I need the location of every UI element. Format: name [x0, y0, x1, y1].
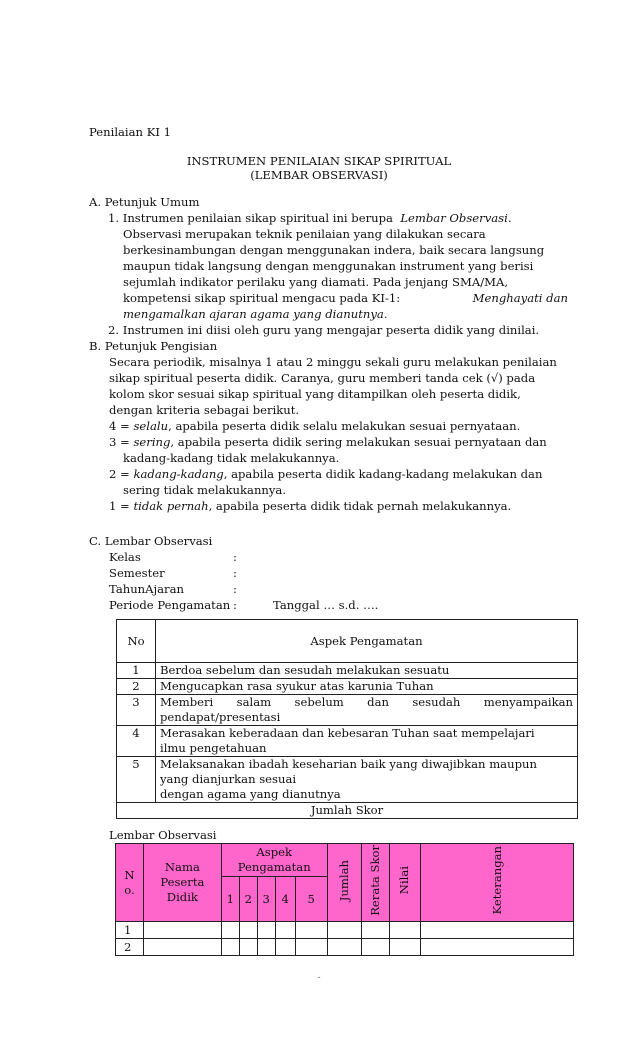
- score-cell[interactable]: [257, 939, 275, 956]
- column-header-aspect: Aspek Pengamatan: [221, 844, 327, 877]
- field-label: Semester: [109, 566, 165, 580]
- section-a-item1-line: sejumlah indikator perilaku yang diamati. Pada jenjang SMA/MA,: [123, 275, 509, 289]
- score-cell[interactable]: [295, 939, 327, 956]
- table-row: [117, 663, 578, 679]
- field-label: Kelas: [109, 550, 141, 564]
- grade-cell[interactable]: [389, 922, 421, 939]
- section-a-item1-line: Observasi merupakan teknik penilaian yang dilakukan secara: [123, 227, 486, 241]
- row-aspect: Berdoa sebelum dan sesudah melakukan sesuatu: [156, 663, 578, 679]
- criteria-item: 1 = tidak pernah, apabila peserta didik tidak pernah melakukannya.: [109, 499, 512, 513]
- aspect-number: 4: [275, 877, 295, 922]
- grade-cell[interactable]: [389, 939, 421, 956]
- table-row: [116, 939, 574, 956]
- table-row: [116, 922, 574, 939]
- section-b-paragraph-line: sikap spiritual peserta didik. Caranya, guru memberi tanda cek (√) pada: [109, 371, 536, 385]
- field-colon: :: [233, 598, 237, 612]
- column-header-notes: Keterangan: [421, 844, 574, 922]
- field-colon: :: [233, 566, 237, 580]
- observation-sheet-label: Lembar Observasi: [109, 828, 217, 842]
- score-cell[interactable]: [275, 939, 295, 956]
- average-cell[interactable]: [361, 922, 389, 939]
- table-row: [117, 726, 578, 757]
- aspect-number: 1: [221, 877, 239, 922]
- criteria-item-continuation: sering tidak melakukannya.: [123, 483, 287, 497]
- row-aspect: Merasakan keberadaan dan kebesaran Tuhan saat mempelajari ilmu pengetahuan: [156, 726, 578, 757]
- section-c-heading: C. Lembar Observasi: [89, 534, 213, 548]
- observation-header-row: [116, 844, 574, 877]
- section-a-heading: A. Petunjuk Umum: [89, 195, 200, 209]
- column-header-student-name: Nama Peserta Didik: [143, 844, 221, 922]
- criteria-item-continuation: kadang-kadang tidak melakukannya.: [123, 451, 340, 465]
- field-colon: :: [233, 550, 237, 564]
- field-label: TahunAjaran: [109, 582, 184, 596]
- table-header-row: [117, 620, 578, 663]
- average-cell[interactable]: [361, 939, 389, 956]
- score-cell[interactable]: [295, 922, 327, 939]
- row-aspect: Mengucapkan rasa syukur atas karunia Tuhan: [156, 679, 578, 695]
- field-label: Periode Pengamatan: [109, 598, 231, 612]
- student-name-cell[interactable]: [143, 939, 221, 956]
- column-header-average: Rerata Skor: [361, 844, 389, 922]
- table-row: [117, 695, 578, 726]
- score-cell[interactable]: [257, 922, 275, 939]
- row-number: 2: [116, 939, 144, 956]
- aspect-number: 5: [295, 877, 327, 922]
- criteria-item: 3 = sering, apabila peserta didik sering melakukan sesuai pernyataan dan: [109, 435, 547, 449]
- section-a-item1-line: kompetensi sikap spiritual mengacu pada KI-1: Menghayati dan: [123, 291, 568, 305]
- criteria-item: 2 = kadang-kadang, apabila peserta didik kadang-kadang melakukan dan: [109, 467, 543, 481]
- section-b-paragraph-line: Secara periodik, misalnya 1 atau 2 minggu sekali guru melakukan penilaian: [109, 355, 557, 369]
- row-aspect: Memberi salam sebelum dan sesudah menyampaikan pendapat/presentasi: [156, 695, 578, 726]
- row-number: 2: [117, 679, 156, 695]
- section-b-heading: B. Petunjuk Pengisian: [89, 339, 218, 353]
- page-mark: -: [317, 973, 321, 983]
- aspect-number: 2: [239, 877, 257, 922]
- aspect-table: [116, 619, 578, 819]
- criteria-item: 4 = selalu, apabila peserta didik selalu melakukan sesuai pernyataan.: [109, 419, 521, 433]
- table-row: [117, 757, 578, 803]
- document-title: INSTRUMEN PENILAIAN SIKAP SPIRITUAL: [186, 154, 452, 168]
- section-label: Penilaian KI 1: [89, 125, 172, 139]
- notes-cell[interactable]: [421, 939, 574, 956]
- row-number: 5: [117, 757, 156, 803]
- column-header-no: No: [117, 620, 156, 663]
- score-cell[interactable]: [239, 939, 257, 956]
- section-a-item1-line: berkesinambungan dengan menggunakan indera, baik secara langsung: [123, 243, 545, 257]
- table-row: [117, 679, 578, 695]
- field-value: Tanggal … s.d. ….: [273, 598, 379, 612]
- row-number: 1: [117, 663, 156, 679]
- row-number: 4: [117, 726, 156, 757]
- column-header-total: Jumlah: [327, 844, 361, 922]
- section-a-item1-line: maupun tidak langsung dengan menggunakan instrument yang berisi: [123, 259, 534, 273]
- row-number: 3: [117, 695, 156, 726]
- score-cell[interactable]: [275, 922, 295, 939]
- score-cell[interactable]: [221, 939, 239, 956]
- column-header-no: N o.: [116, 844, 144, 922]
- section-a-item2: 2. Instrumen ini diisi oleh guru yang mengajar peserta didik yang dinilai.: [108, 323, 540, 337]
- column-header-grade: Nilai: [389, 844, 421, 922]
- total-cell[interactable]: [327, 922, 361, 939]
- document-subtitle: (LEMBAR OBSERVASI): [250, 168, 388, 182]
- aspect-number: 3: [257, 877, 275, 922]
- row-aspect: Melaksanakan ibadah keseharian baik yang diwajibkan maupun yang dianjurkan sesuai dengan agama yang dianutnya: [156, 757, 578, 803]
- table-footer-row: [117, 803, 578, 819]
- notes-cell[interactable]: [421, 922, 574, 939]
- observation-table: [115, 843, 574, 956]
- total-score-label: Jumlah Skor: [117, 803, 578, 819]
- row-number: 1: [116, 922, 144, 939]
- section-b-paragraph-line: kolom skor sesuai sikap spiritual yang ditampilkan oleh peserta didik,: [109, 387, 521, 401]
- section-a-item1-line: 1. Instrumen penilaian sikap spiritual ini berupa Lembar Observasi.: [108, 211, 512, 225]
- score-cell[interactable]: [221, 922, 239, 939]
- score-cell[interactable]: [239, 922, 257, 939]
- field-colon: :: [233, 582, 237, 596]
- section-b-paragraph-line: dengan kriteria sebagai berikut.: [109, 403, 300, 417]
- column-header-aspect: Aspek Pengamatan: [156, 620, 578, 663]
- student-name-cell[interactable]: [143, 922, 221, 939]
- total-cell[interactable]: [327, 939, 361, 956]
- section-a-item1-line: mengamalkan ajaran agama yang dianutnya.: [123, 307, 388, 321]
